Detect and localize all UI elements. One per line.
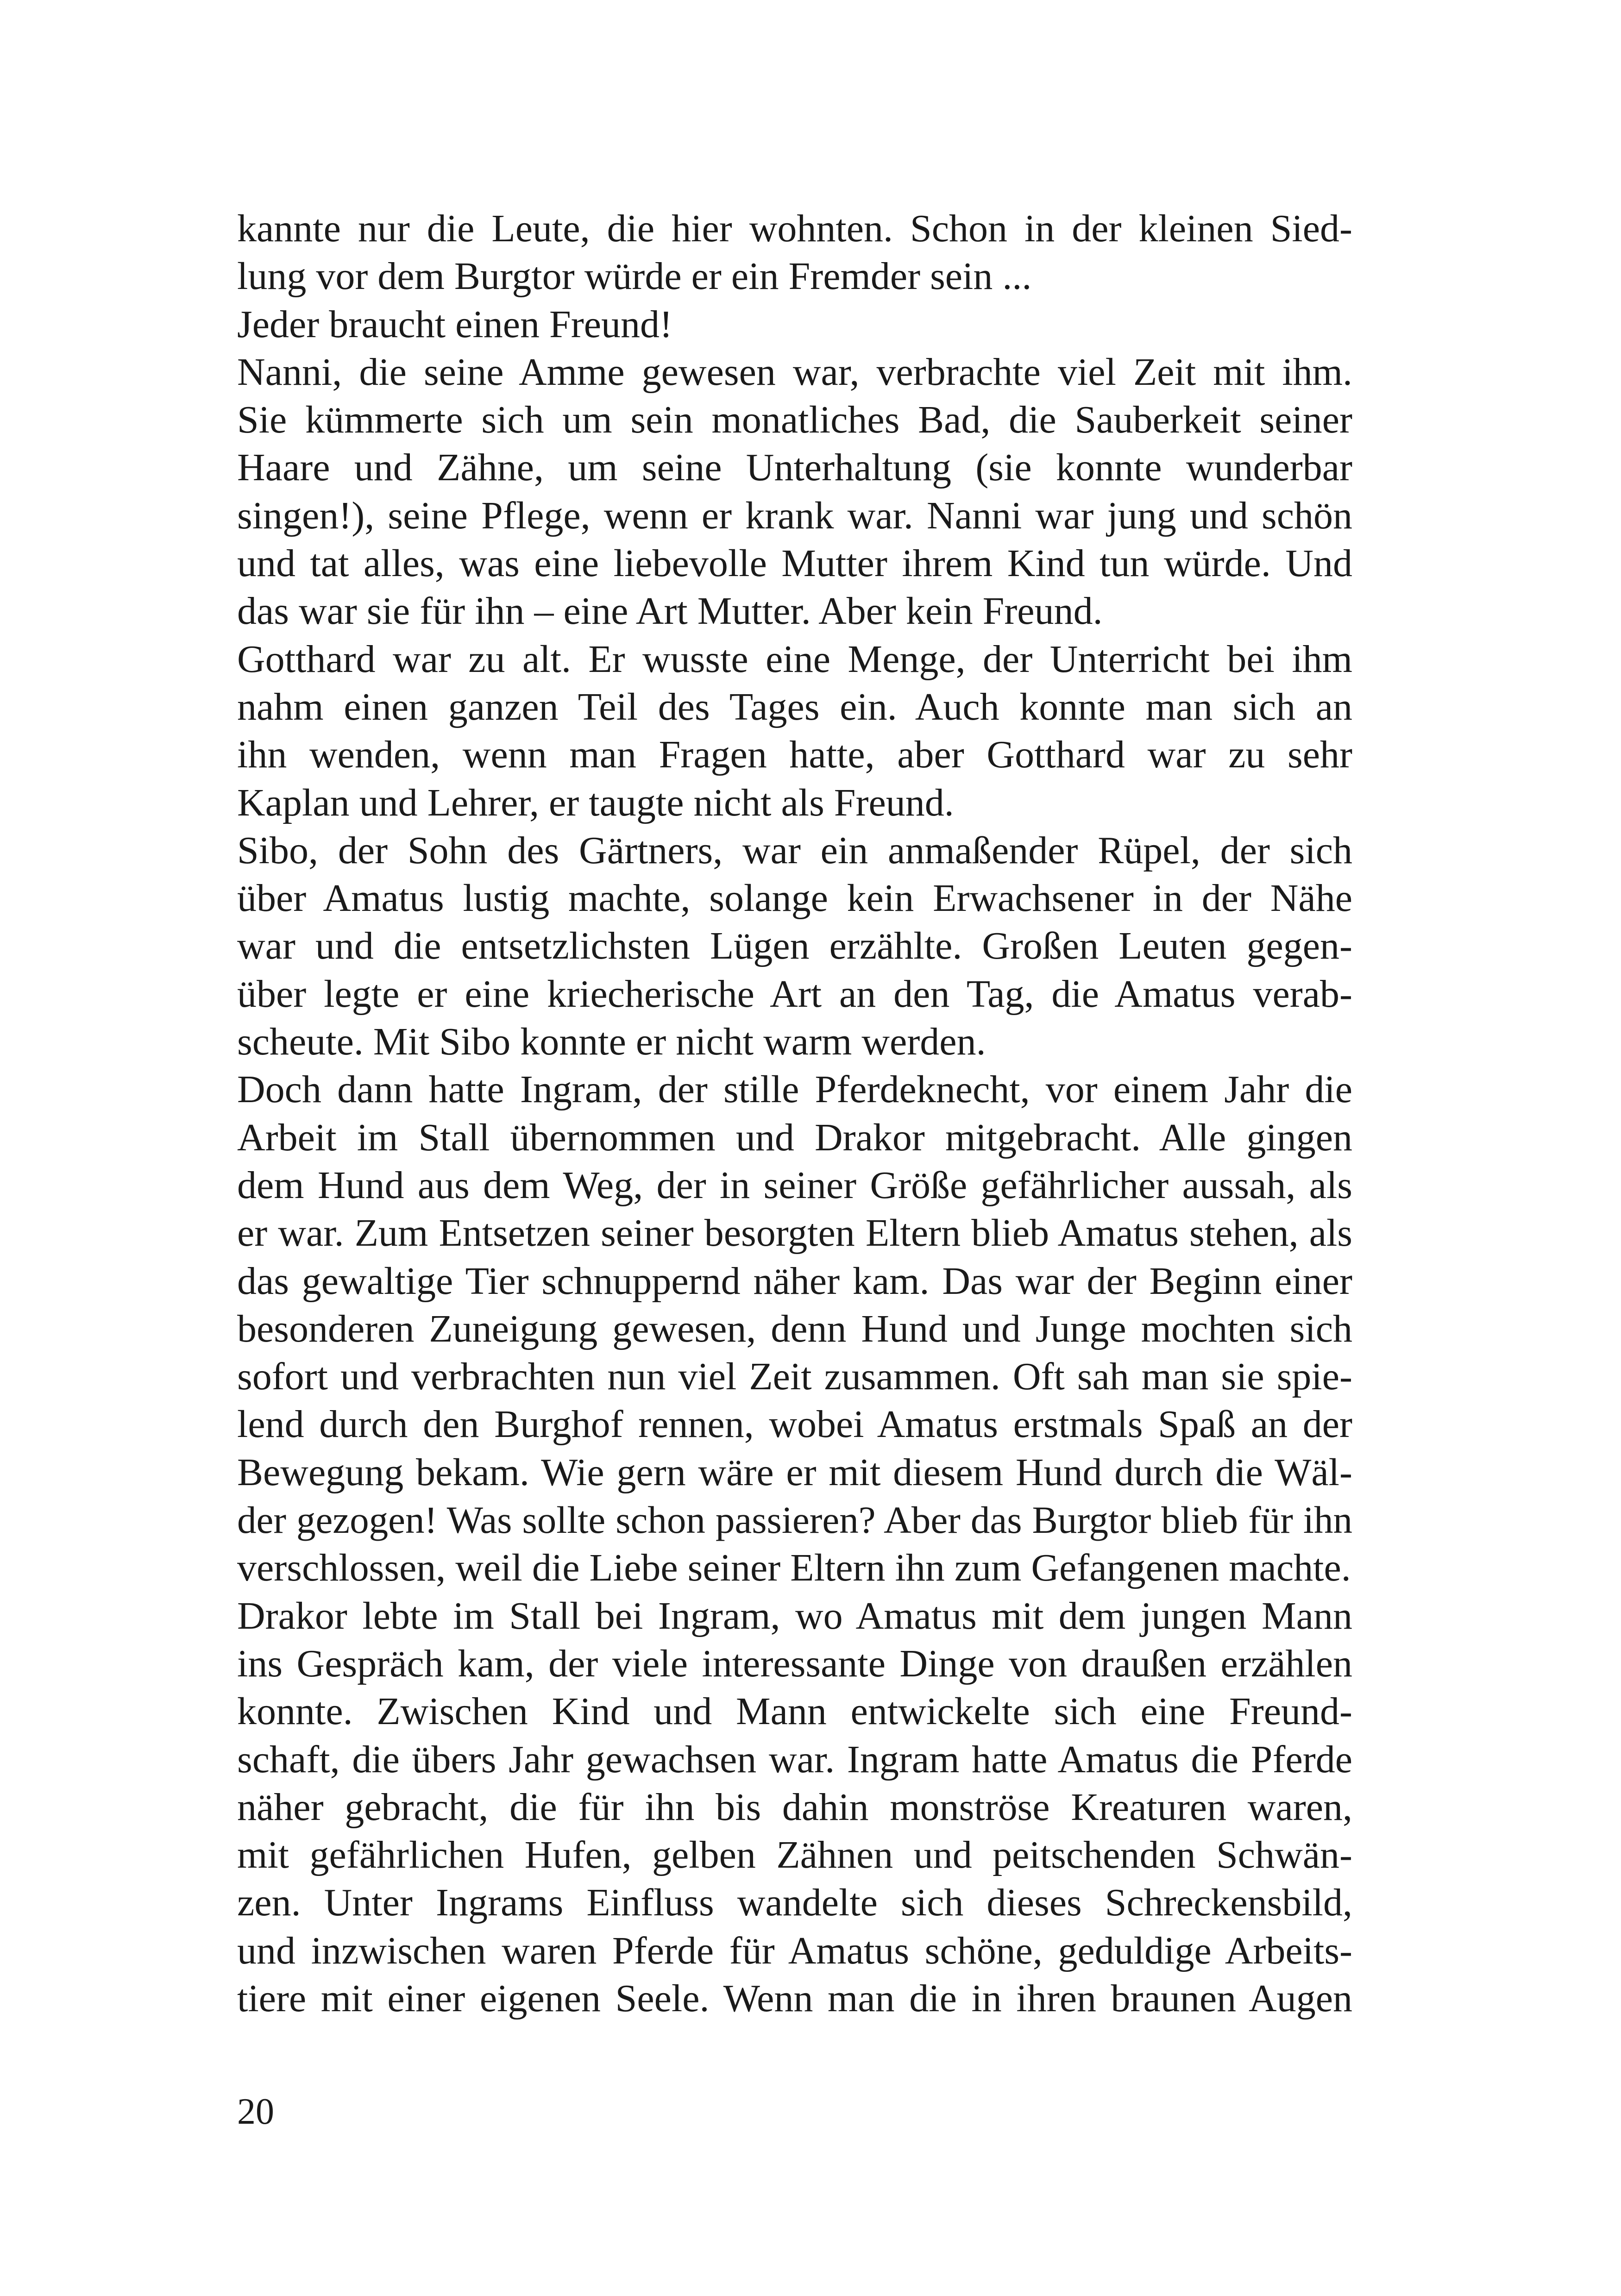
text-line: und inzwischen waren Pferde für Amatus schöne, geduldige Arbeits- bbox=[237, 1929, 1352, 1972]
text-line: dem Hund aus dem Weg, der in seiner Größe gefährlicher aussah, als bbox=[237, 1163, 1352, 1207]
text-line: singen!), seine Pflege, wenn er krank war. Nanni war jung und schön bbox=[237, 494, 1352, 537]
text-line: Nanni, die seine Amme gewesen war, verbrachte viel Zeit mit ihm. bbox=[237, 350, 1352, 394]
text-line: konnte. Zwischen Kind und Mann entwickelte sich eine Freund- bbox=[237, 1690, 1352, 1733]
text-line: war und die entsetzlichsten Lügen erzählte. Großen Leuten gegen- bbox=[237, 924, 1352, 968]
text-line: Sibo, der Sohn des Gärtners, war ein anmaßender Rüpel, der sich bbox=[237, 828, 1352, 872]
text-line: lend durch den Burghof rennen, wobei Amatus erstmals Spaß an der bbox=[237, 1403, 1352, 1446]
text-line: und tat alles, was eine liebevolle Mutter ihrem Kind tun würde. Und bbox=[237, 542, 1352, 585]
text-line: er war. Zum Entsetzen seiner besorgten Eltern blieb Amatus stehen, als bbox=[237, 1211, 1352, 1255]
text-line: Arbeit im Stall übernommen und Drakor mitgebracht. Alle gingen bbox=[237, 1116, 1352, 1159]
text-line: Sie kümmerte sich um sein monatliches Bad, die Sauberkeit seiner bbox=[237, 398, 1352, 442]
text-line: Kaplan und Lehrer, er taugte nicht als Freund. bbox=[237, 781, 954, 824]
text-line: tiere mit einer eigenen Seele. Wenn man die in ihren braunen Augen bbox=[237, 1976, 1352, 2020]
text-line: Drakor lebte im Stall bei Ingram, wo Amatus mit dem jungen Mann bbox=[237, 1594, 1352, 1637]
text-line: der gezogen! Was sollte schon passieren? Aber das Burgtor blieb für ihn bbox=[237, 1499, 1352, 1542]
text-line: Doch dann hatte Ingram, der stille Pferdeknecht, vor einem Jahr die bbox=[237, 1068, 1352, 1111]
text-line: Jeder braucht einen Freund! bbox=[237, 302, 672, 346]
text-line: über legte er eine kriecherische Art an den Tag, die Amatus verab- bbox=[237, 972, 1352, 1016]
text-line: ihn wenden, wenn man Fragen hatte, aber Gotthard war zu sehr bbox=[237, 733, 1352, 777]
text-line: Bewegung bekam. Wie gern wäre er mit diesem Hund durch die Wäl- bbox=[237, 1450, 1352, 1494]
text-line: zen. Unter Ingrams Einfluss wandelte sich dieses Schreckensbild, bbox=[237, 1881, 1352, 1925]
text-line: mit gefährlichen Hufen, gelben Zähnen und peitschenden Schwän- bbox=[237, 1833, 1352, 1877]
text-line: besonderen Zuneigung gewesen, denn Hund und Junge mochten sich bbox=[237, 1307, 1352, 1350]
text-line: scheute. Mit Sibo konnte er nicht warm werden. bbox=[237, 1020, 986, 1064]
text-line: das war sie für ihn – eine Art Mutter. Aber kein Freund. bbox=[237, 590, 1103, 633]
text-line: über Amatus lustig machte, solange kein Erwachsener in der Nähe bbox=[237, 877, 1352, 920]
text-line: lung vor dem Burgtor würde er ein Fremder sein ... bbox=[237, 255, 1032, 298]
page-number: 20 bbox=[237, 2091, 274, 2132]
text-line: nahm einen ganzen Teil des Tages ein. Auch konnte man sich an bbox=[237, 685, 1352, 728]
text-line: Gotthard war zu alt. Er wusste eine Menge, der Unterricht bei ihm bbox=[237, 637, 1352, 681]
text-line: ins Gespräch kam, der viele interessante Dinge von draußen erzählen bbox=[237, 1642, 1352, 1685]
text-line: Haare und Zähne, um seine Unterhaltung (sie konnte wunderbar bbox=[237, 446, 1352, 489]
text-line: das gewaltige Tier schnuppernd näher kam. Das war der Beginn einer bbox=[237, 1259, 1352, 1303]
text-line: schaft, die übers Jahr gewachsen war. Ingram hatte Amatus die Pferde bbox=[237, 1738, 1352, 1781]
text-line: sofort und verbrachten nun viel Zeit zusammen. Oft sah man sie spie- bbox=[237, 1355, 1352, 1399]
text-line: näher gebracht, die für ihn bis dahin monströse Kreaturen waren, bbox=[237, 1785, 1352, 1829]
text-line: verschlossen, weil die Liebe seiner Eltern ihn zum Gefangenen machte. bbox=[237, 1546, 1351, 1590]
body-text bbox=[237, 205, 1352, 2022]
text-line: kannte nur die Leute, die hier wohnten. Schon in der kleinen Sied- bbox=[237, 207, 1352, 250]
